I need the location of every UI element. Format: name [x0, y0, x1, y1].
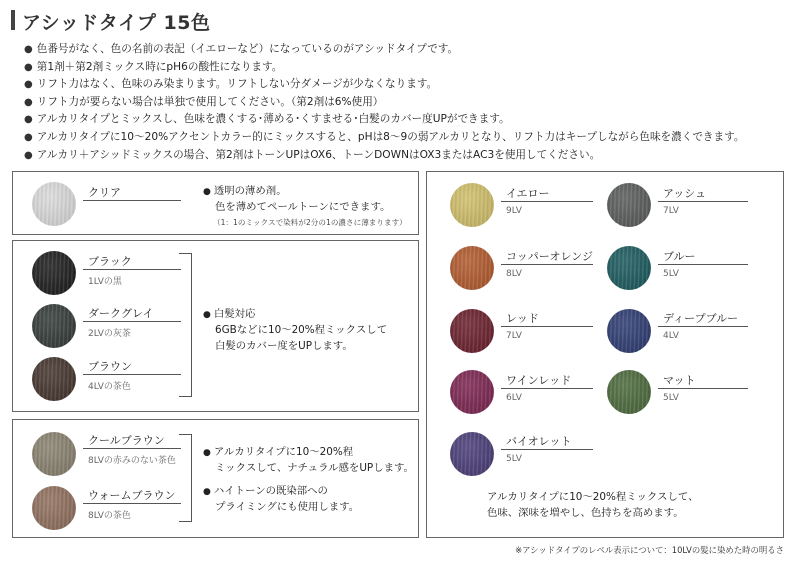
- ash-level: 7LV: [663, 206, 679, 216]
- brown-note-1-line-1: ● アルカリタイプに10～20%程: [203, 444, 353, 461]
- black-level: 1LVの黒: [88, 277, 122, 287]
- accent-note-line-1: アルカリタイプに10～20%程ミックスして、: [487, 491, 699, 503]
- black-name: ブラック: [88, 255, 132, 268]
- clear-underline: [83, 200, 181, 201]
- yellow-swatch: [450, 183, 494, 227]
- bullet-item: ● 第1剤＋第2剤ミックス時にpH6の酸性になります。: [24, 59, 744, 77]
- clear-small-note: （1：1のミックスで染料が2分の1の濃さに薄まります）: [213, 218, 407, 227]
- wine-red-name: ワインレッド: [506, 374, 572, 387]
- dark-gray-underline: [83, 321, 181, 322]
- group-bracket: [179, 253, 192, 397]
- yellow-underline: [501, 201, 593, 202]
- warm-brown-underline: [83, 503, 181, 504]
- blue-level: 5LV: [663, 269, 679, 279]
- brown-colors-panel: [12, 419, 419, 538]
- red-swatch: [450, 309, 494, 353]
- clear-swatch: [32, 182, 76, 226]
- red-underline: [501, 326, 593, 327]
- dark-note-line-1: ● 白髪対応: [203, 306, 255, 323]
- deep-blue-swatch: [607, 309, 651, 353]
- bullet-item: ● 色番号がなく、色の名前の表記（イエローなど）になっているのがアシッドタイプです。: [24, 41, 744, 59]
- deep-blue-underline: [658, 326, 748, 327]
- matte-swatch: [607, 370, 651, 414]
- red-name: レッド: [506, 312, 539, 325]
- ash-name: アッシュ: [663, 187, 707, 200]
- dark-note-line-2: 6GBなどに10～20%程ミックスして: [215, 324, 388, 336]
- ash-underline: [658, 201, 748, 202]
- matte-name: マット: [663, 374, 696, 387]
- bullet-item: ● リフト力はなく、色味のみ染まります。リフトしない分ダメージが少なくなります。: [24, 76, 744, 94]
- bullet-item: ● リフト力が要らない場合は単独で使用してください。（第2剤は6%使用）: [24, 94, 744, 112]
- page-title: アシッドタイプ 15色: [22, 12, 211, 34]
- clear-panel: [12, 171, 419, 235]
- brown-level: 4LVの茶色: [88, 382, 131, 392]
- warm-brown-level: 8LVの茶色: [88, 511, 131, 521]
- brown-name: ブラウン: [88, 360, 132, 373]
- yellow-level: 9LV: [506, 206, 522, 216]
- clear-name: クリア: [88, 186, 121, 199]
- footnote: ※アシッドタイプのレベル表示について：10LVの髪に染めた時の明るさ: [515, 545, 784, 555]
- cool-brown-level: 8LVの赤みのない茶色: [88, 456, 176, 466]
- dark-note-line-3: 白髪のカバー度をUPします。: [215, 340, 353, 352]
- black-underline: [83, 269, 181, 270]
- brown-note-2-line-1: ● ハイトーンの既染部への: [203, 483, 328, 500]
- copper-orange-name: コッパーオレンジ: [506, 250, 594, 263]
- bullet-list: [24, 41, 744, 164]
- cool-brown-name: クールブラウン: [88, 434, 165, 447]
- deep-blue-level: 4LV: [663, 331, 679, 341]
- dark-gray-name: ダークグレイ: [88, 307, 154, 320]
- cool-brown-underline: [83, 448, 181, 449]
- violet-swatch: [450, 432, 494, 476]
- wine-red-underline: [501, 388, 593, 389]
- blue-swatch: [607, 246, 651, 290]
- matte-underline: [658, 388, 748, 389]
- violet-level: 5LV: [506, 454, 522, 464]
- yellow-name: イエロー: [506, 187, 550, 200]
- brown-swatch: [32, 357, 76, 401]
- brown-note-2-line-2: プライミングにも使用します。: [215, 501, 360, 513]
- group-bracket: [179, 434, 192, 522]
- dark-gray-swatch: [32, 304, 76, 348]
- black-swatch: [32, 251, 76, 295]
- violet-name: バイオレット: [506, 435, 572, 448]
- blue-name: ブルー: [663, 250, 696, 263]
- dark-gray-level: 2LVの灰茶: [88, 329, 131, 339]
- dark-colors-panel: [12, 240, 419, 412]
- brown-note-1-line-2: ミックスして、ナチュラル感をUPします。: [215, 462, 414, 474]
- red-level: 7LV: [506, 331, 522, 341]
- warm-brown-swatch: [32, 486, 76, 530]
- violet-underline: [501, 449, 593, 450]
- copper-orange-underline: [501, 264, 593, 265]
- title-bar-accent: [11, 10, 15, 30]
- copper-orange-swatch: [450, 246, 494, 290]
- accent-note-line-2: 色味、深味を増やし、色持ちを高めます。: [487, 507, 684, 519]
- warm-brown-name: ウォームブラウン: [88, 489, 176, 502]
- wine-red-swatch: [450, 370, 494, 414]
- brown-underline: [83, 374, 181, 375]
- clear-note-line-1: ● 透明の薄め剤。: [203, 183, 287, 200]
- clear-note-line-2: 色を薄めてペールトーンにできます。: [215, 201, 391, 213]
- cool-brown-swatch: [32, 432, 76, 476]
- bullet-item: ● アルカリタイプとミックスし、色味を濃くする･薄める･くすませる･白髪のカバー度UPができます。: [24, 111, 744, 129]
- accent-colors-panel: [426, 171, 784, 538]
- bullet-item: ● アルカリ＋アシッドミックスの場合、第2剤はトーンUPはOX6、トーンDOWNはOX3またはAC3を使用してください。: [24, 147, 744, 165]
- matte-level: 5LV: [663, 393, 679, 403]
- wine-red-level: 6LV: [506, 393, 522, 403]
- bullet-item: ● アルカリタイプに10～20%アクセントカラー的にミックスすると、pHは8～9の弱アルカリとなり、リフト力はキープしながら色味を濃くできます。: [24, 129, 744, 147]
- blue-underline: [658, 264, 748, 265]
- copper-orange-level: 8LV: [506, 269, 522, 279]
- deep-blue-name: ディープブルー: [663, 312, 739, 325]
- ash-swatch: [607, 183, 651, 227]
